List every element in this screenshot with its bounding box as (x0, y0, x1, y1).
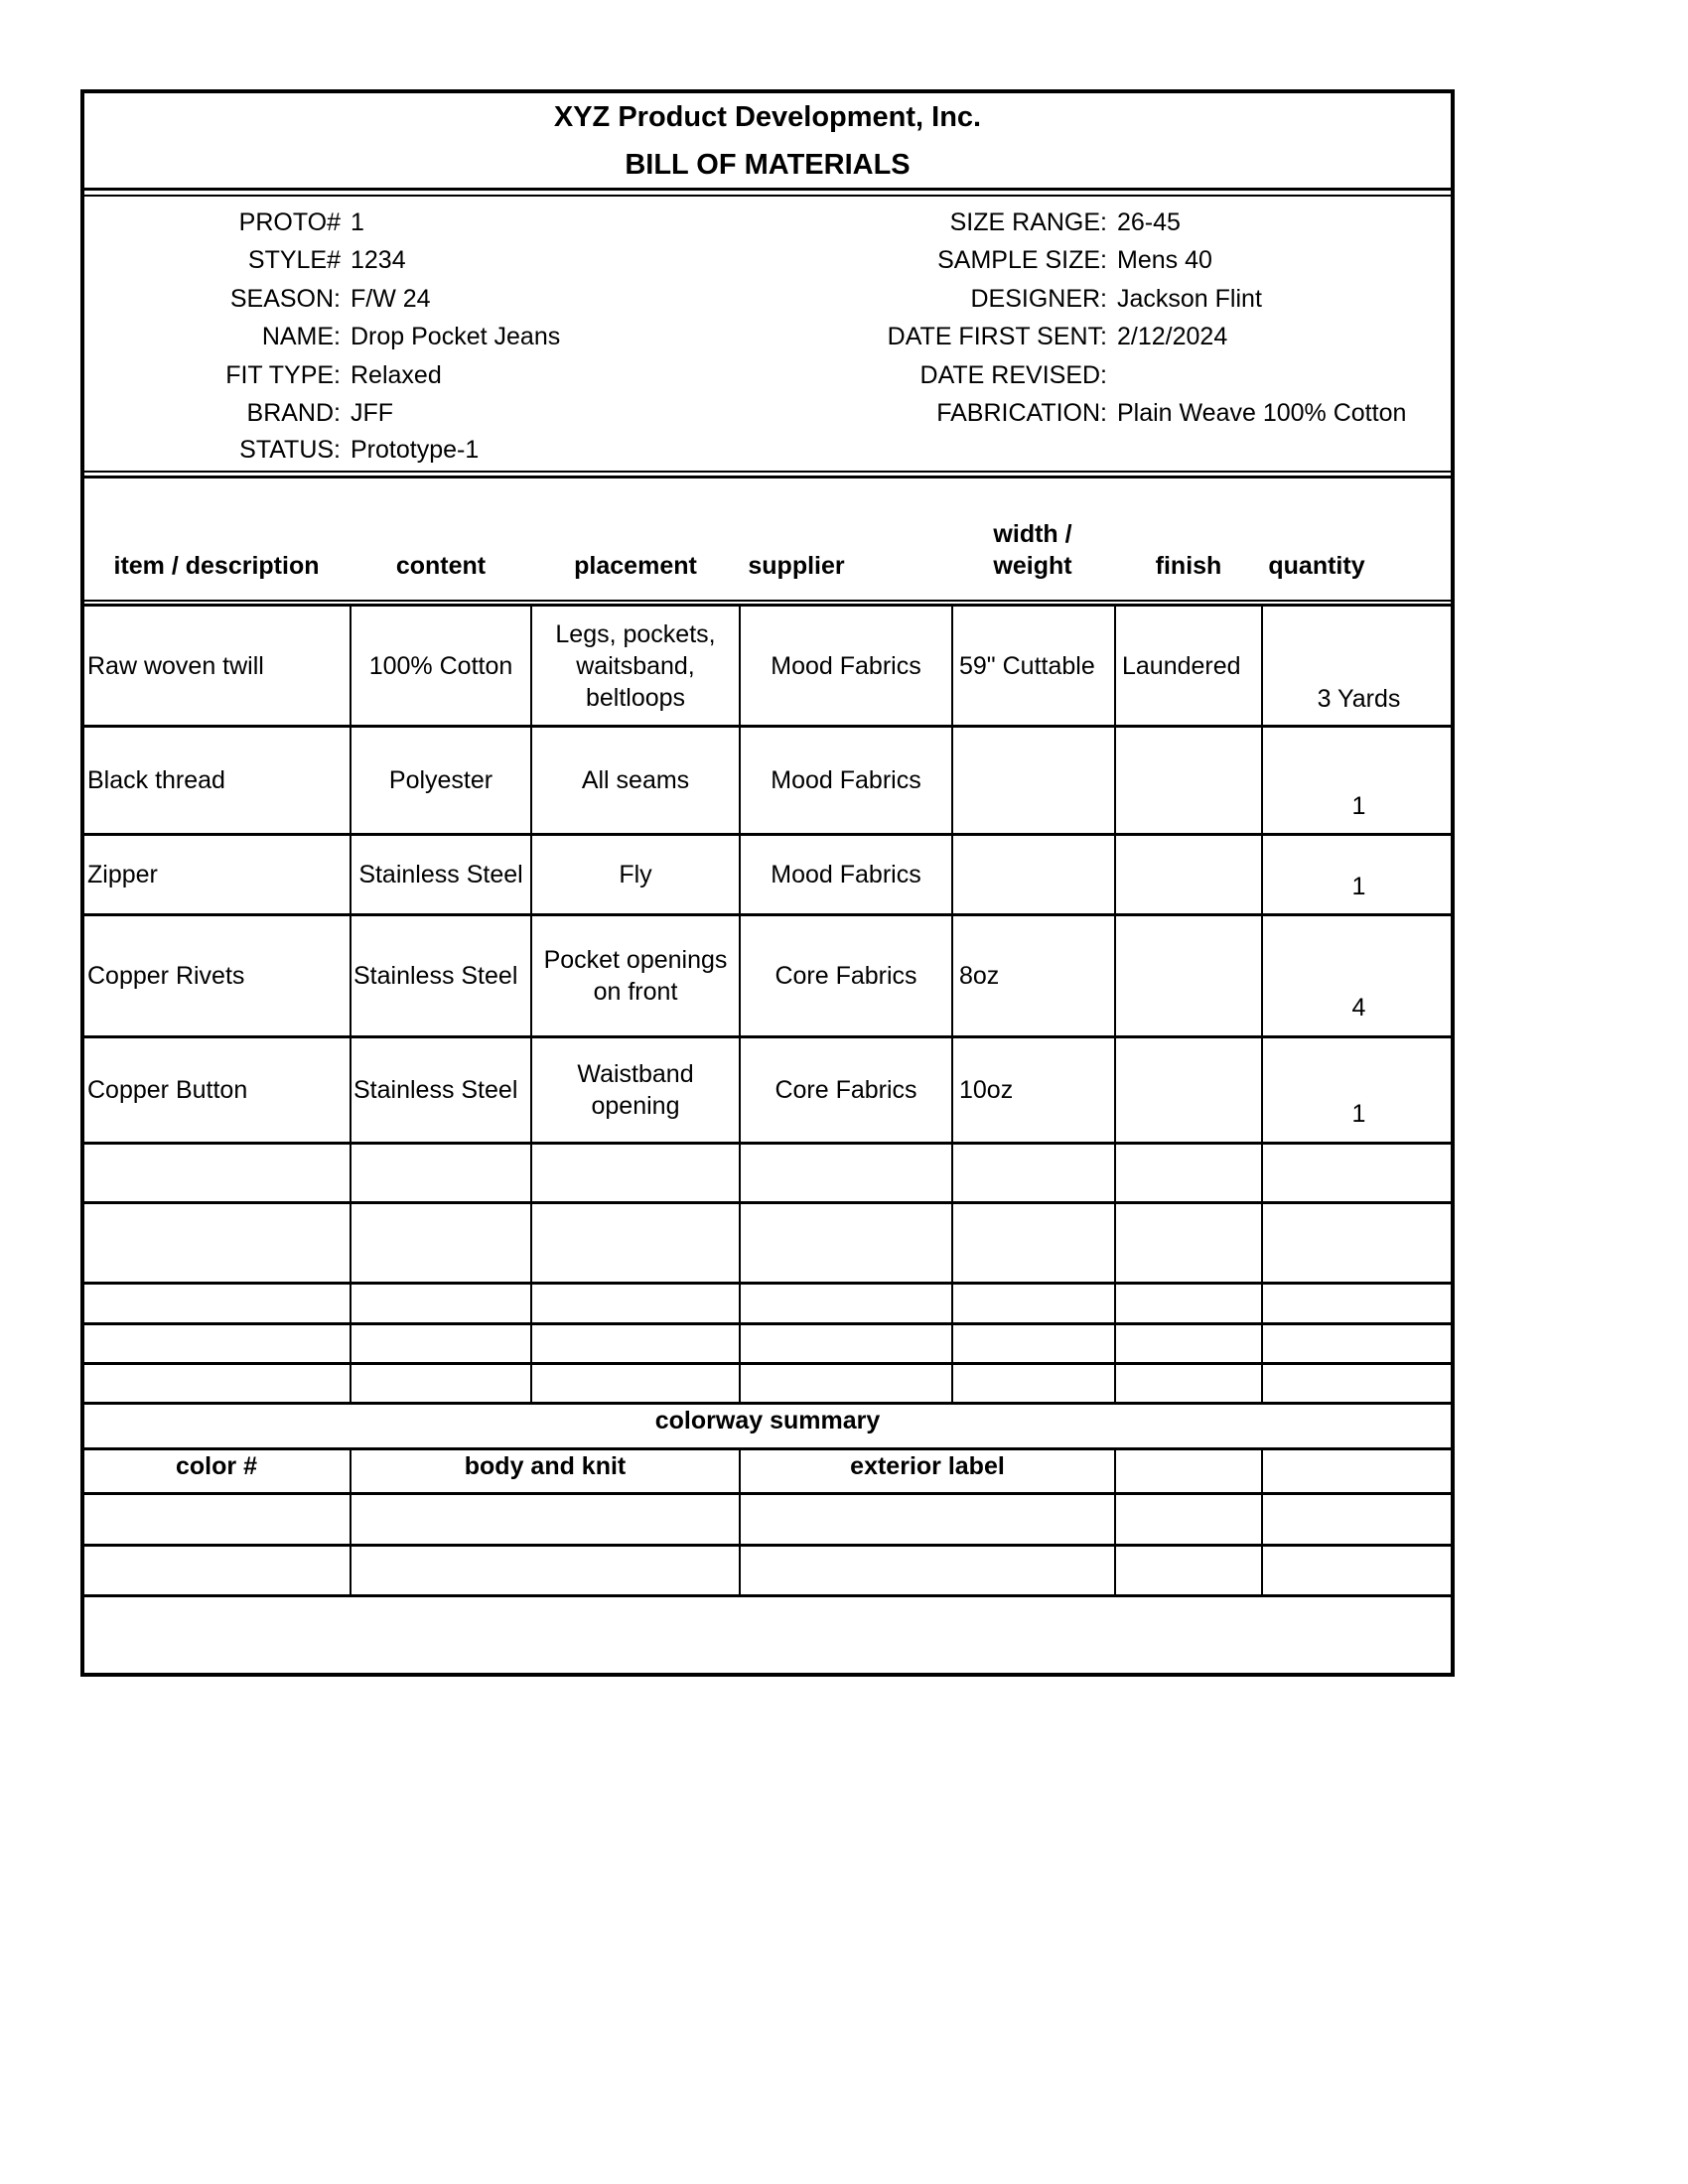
row-placement: Fly (619, 861, 652, 888)
row-line (80, 1544, 1455, 1547)
row-supplier: Mood Fabrics (771, 861, 921, 888)
fabrication-label: FABRICATION: (936, 399, 1107, 427)
designer-label: DESIGNER: (970, 285, 1107, 313)
document-title: BILL OF MATERIALS (625, 149, 911, 181)
row-supplier: Mood Fabrics (771, 766, 921, 794)
row-line (80, 1594, 1455, 1597)
row-width: 10oz (959, 1076, 1014, 1104)
row-finish (1116, 836, 1261, 913)
style-label: STYLE# (247, 246, 341, 274)
row-finish (1116, 1038, 1261, 1142)
info-divider-top (80, 471, 1455, 473)
brand-value: JFF (351, 399, 394, 427)
name-value: Drop Pocket Jeans (351, 323, 561, 350)
row-quantity: 1 (1351, 1100, 1366, 1128)
row-placement: Legs, pockets, waitsband, beltloops (555, 619, 716, 712)
company-name: XYZ Product Development, Inc. (553, 101, 982, 133)
row-width (953, 728, 1114, 833)
colorway-body-header: body and knit (464, 1452, 627, 1480)
row-line (80, 1322, 1455, 1325)
row-item: Zipper (87, 861, 158, 888)
info-divider (80, 476, 1455, 478)
season-value: F/W 24 (351, 285, 431, 313)
status-value: Prototype-1 (351, 436, 480, 464)
proto-label: PROTO# (238, 208, 341, 236)
fit-type-label: FIT TYPE: (225, 361, 341, 389)
colorway-color-header: color # (176, 1452, 257, 1480)
row-content: Stainless Steel (353, 962, 518, 990)
row-placement: Pocket openings on front (543, 946, 728, 1006)
row-item: Black thread (87, 766, 225, 794)
designer-value: Jackson Flint (1117, 285, 1262, 313)
row-finish (1116, 728, 1261, 833)
header-divider-inner (80, 195, 1455, 197)
row-line (80, 1282, 1455, 1285)
row-line (80, 1362, 1455, 1365)
col-header-content: content (395, 552, 487, 580)
date-first-sent-label: DATE FIRST SENT: (887, 323, 1107, 350)
row-line (80, 1142, 1455, 1145)
status-label: STATUS: (239, 436, 341, 464)
row-finish: Laundered (1122, 651, 1241, 680)
row-placement: Waistband opening (577, 1060, 694, 1120)
row-quantity: 4 (1351, 994, 1366, 1022)
row-width: 8oz (959, 962, 1000, 990)
name-label: NAME: (261, 323, 341, 350)
row-item: Copper Button (87, 1076, 248, 1104)
sample-size-label: SAMPLE SIZE: (937, 246, 1107, 274)
row-quantity: 1 (1351, 792, 1366, 820)
col-header-width-line1: width / (993, 520, 1072, 548)
row-content: Stainless Steel (353, 1076, 518, 1104)
col-header-width-line2: weight (993, 552, 1072, 580)
row-line (80, 1447, 1455, 1450)
row-content: Polyester (388, 766, 493, 794)
colorway-divider (1261, 1447, 1263, 1595)
date-first-sent-value: 2/12/2024 (1117, 323, 1228, 350)
row-supplier: Core Fabrics (774, 1076, 917, 1104)
col-header-item: item / description (113, 552, 320, 580)
row-quantity: 3 Yards (1317, 685, 1401, 713)
row-width: 59" Cuttable (959, 651, 1095, 680)
date-revised-label: DATE REVISED: (919, 361, 1107, 389)
brand-label: BRAND: (246, 399, 341, 427)
col-header-supplier: supplier (748, 552, 845, 580)
row-item: Copper Rivets (87, 962, 245, 990)
sample-size-value: Mens 40 (1117, 246, 1212, 274)
col-header-placement: placement (574, 552, 697, 580)
row-content: Stainless Steel (358, 861, 523, 888)
row-line (80, 1402, 1455, 1405)
col-header-quantity: quantity (1268, 552, 1365, 580)
row-supplier: Mood Fabrics (771, 651, 921, 680)
season-label: SEASON: (229, 285, 341, 313)
size-range-label: SIZE RANGE: (949, 208, 1107, 236)
style-value: 1234 (351, 246, 406, 274)
fit-type-value: Relaxed (351, 361, 442, 389)
row-content: 100% Cotton (368, 651, 513, 680)
row-placement: All seams (581, 766, 690, 794)
table-header-line (80, 600, 1455, 602)
fabrication-value: Plain Weave 100% Cotton (1117, 399, 1407, 427)
row-width (953, 836, 1114, 913)
row-item: Raw woven twill (87, 651, 264, 680)
row-supplier: Core Fabrics (774, 962, 917, 990)
colorway-title: colorway summary (654, 1407, 881, 1434)
size-range-value: 26-45 (1117, 208, 1181, 236)
row-line (80, 1492, 1455, 1495)
col-header-finish: finish (1155, 552, 1222, 580)
proto-value: 1 (351, 208, 364, 236)
colorway-label-header: exterior label (850, 1452, 1005, 1480)
colorway-divider (1114, 1447, 1116, 1595)
row-quantity: 1 (1351, 873, 1366, 900)
row-finish (1116, 916, 1261, 1035)
row-line (80, 1201, 1455, 1204)
header-divider (80, 188, 1455, 191)
